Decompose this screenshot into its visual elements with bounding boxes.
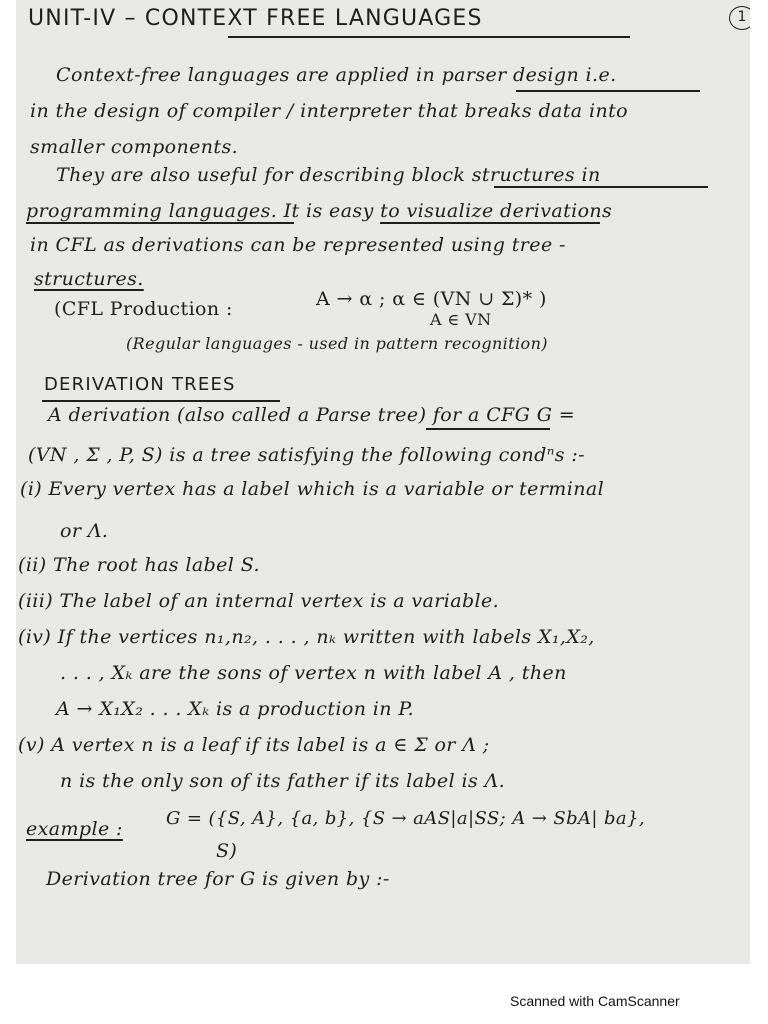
definition-line-1: A derivation (also called a Parse tree) for a CFG G = [48, 404, 576, 426]
example-grammar-continued: S) [216, 840, 238, 862]
intro-line-3: smaller components. [30, 136, 239, 158]
condition-v: (v) A vertex n is a leaf if its label is a ∈ Σ or Λ ; [18, 734, 490, 756]
derivation-tree-caption: Derivation tree for G is given by :- [46, 868, 390, 890]
page-number: 1 [729, 6, 750, 30]
cfl-production-label: (CFL Production : [54, 298, 233, 320]
underline-block-structures [494, 186, 708, 188]
intro-line-7: structures. [34, 268, 144, 290]
example-grammar: G = ({S, A}, {a, b}, {S → aAS|a|SS; A → SbA| ba}, [166, 808, 646, 829]
definition-line-2: (VN , Σ , P, S) is a tree satisfying the following condⁿs :- [28, 444, 586, 466]
regular-languages-note: (Regular languages - used in pattern recognition) [126, 334, 548, 353]
underline-parser-design [516, 90, 700, 92]
notebook-sheet [16, 0, 750, 964]
cfl-production-domain: A ∈ VN [430, 310, 492, 329]
heading-underline [42, 400, 280, 402]
condition-iv-line-3: A → X₁X₂ . . . Xₖ is a production in P. [56, 698, 415, 720]
page-title: UNIT-IV – CONTEXT FREE LANGUAGES [28, 6, 483, 31]
scanner-watermark: Scanned with CamScanner [510, 993, 680, 1009]
intro-line-4: They are also useful for describing block structures in [56, 164, 601, 186]
underline-programming-languages [26, 222, 294, 224]
example-label: example : [26, 818, 123, 840]
condition-i-continued: or Λ. [60, 520, 109, 542]
cfl-production-rule: A → α ; α ∈ (VN ∪ Σ)* ) [316, 288, 547, 310]
intro-line-1: Context-free languages are applied in parser design i.e. [56, 64, 617, 86]
title-underline [228, 36, 630, 38]
intro-line-6: in CFL as derivations can be represented using tree - [30, 234, 566, 256]
condition-iv-line-2: . . . , Xₖ are the sons of vertex n with label A , then [60, 662, 567, 684]
condition-v-line-2: n is the only son of its father if its label is Λ. [60, 770, 506, 792]
condition-i: (i) Every vertex has a label which is a variable or terminal [20, 478, 605, 500]
derivation-trees-heading: DERIVATION TREES [44, 374, 236, 395]
underline-parse-tree [426, 428, 550, 430]
condition-ii: (ii) The root has label S. [18, 554, 260, 576]
intro-line-2: in the design of compiler / interpreter that breaks data into [30, 100, 628, 122]
intro-line-5: programming languages. It is easy to visualize derivations [26, 200, 613, 222]
underline-easy-to-visualize [380, 222, 600, 224]
condition-iv: (iv) If the vertices n₁,n₂, . . . , nₖ written with labels X₁,X₂, [18, 626, 595, 648]
condition-iii: (iii) The label of an internal vertex is a variable. [18, 590, 500, 612]
